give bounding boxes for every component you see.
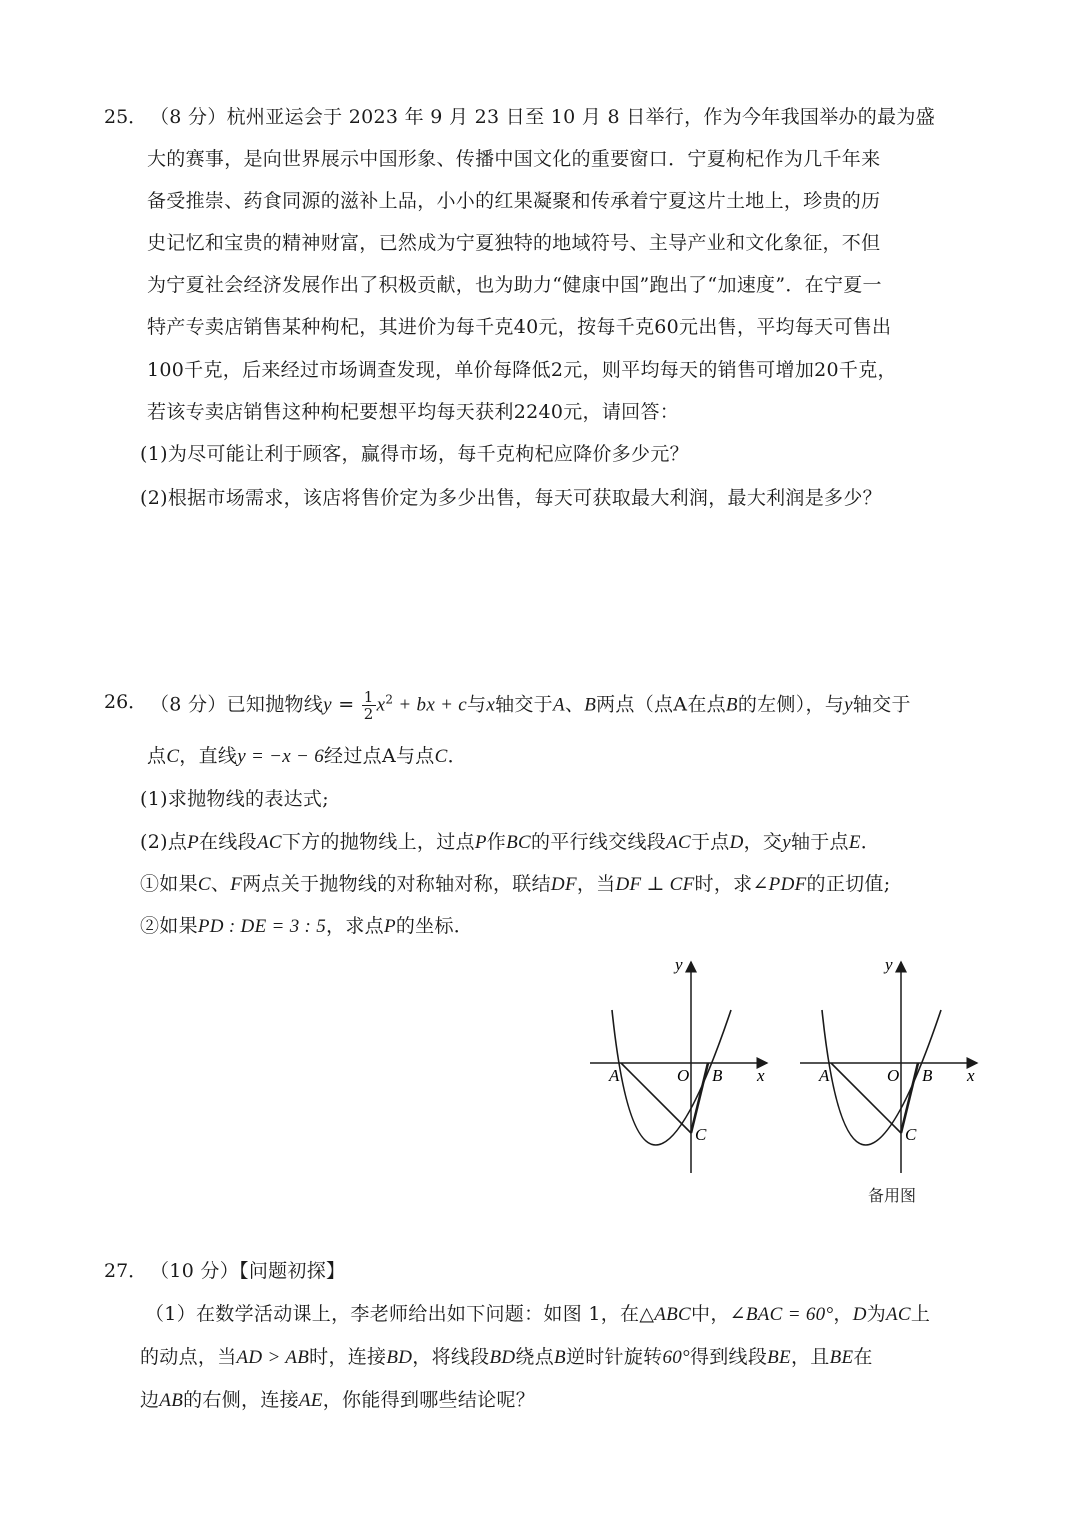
q26-subquestion-1: (1)求抛物线的表达式; — [140, 788, 329, 810]
label-x: x — [757, 1066, 765, 1085]
q25-line-1: （8 分）杭州亚运会于 2023 年 9 月 23 日至 10 月 8 日举行，作为今年我国举办的最为盛 — [150, 106, 936, 128]
q26-case-1: ①如果C、F两点关于抛物线的对称轴对称，联结DF，当DF ⊥ CF时，求∠PDF的正切值; — [140, 873, 891, 895]
label-b: B — [922, 1066, 933, 1085]
q25-line-5: 为宁夏社会经济发展作出了积极贡献，也为助力“健康中国”跑出了“加速度”．在宁夏一 — [147, 274, 882, 296]
q25-number: 25． — [104, 106, 148, 128]
q25-line-6: 特产专卖店销售某种枸杞，其进价为每千克40元，按每千克60元出售，平均每天可售出 — [147, 316, 892, 338]
label-o: O — [677, 1066, 690, 1085]
q25-subquestion-1: (1)为尽可能让利于顾客，赢得市场，每千克枸杞应降价多少元？ — [140, 443, 689, 465]
spare-parabola-figure — [795, 950, 995, 1180]
q26-number: 26． — [104, 691, 148, 713]
q25-subquestion-2: (2)根据市场需求，该店将售价定为多少出售，每天可获取最大利润，最大利润是多少？ — [140, 487, 882, 509]
q27-line-2: 的动点，当AD > AB时，连接BD，将线段BD绕点B逆时针旋转60°得到线段BE，且BE在 — [140, 1346, 873, 1368]
label-a: A — [819, 1066, 830, 1085]
label-y: y — [885, 955, 893, 974]
label-y: y — [675, 955, 683, 974]
label-c: C — [905, 1125, 917, 1144]
q25-line-4: 史记忆和宝贵的精神财富，已然成为宁夏独特的地域符号、主导产业和文化象征，不但 — [147, 232, 881, 254]
label-a: A — [609, 1066, 620, 1085]
figure-caption: 备用图 — [868, 1186, 917, 1205]
q27-number: 27． — [104, 1260, 148, 1282]
q26-case-2: ②如果PD : DE = 3 : 5，求点P的坐标． — [140, 915, 474, 937]
q26-subquestion-2: (2)点P在线段AC下方的抛物线上，过点P作BC的平行线交线段AC于点D，交y轴于点E． — [140, 831, 881, 853]
q25-line-7: 100千克，后来经过市场调查发现，单价每降低2元，则平均每天的销售可增加20千克， — [147, 359, 897, 381]
q27-heading: （10 分）【问题初探】 — [150, 1260, 346, 1282]
line-bc — [691, 1063, 708, 1133]
label-x: x — [967, 1066, 975, 1085]
label-c: C — [695, 1125, 707, 1144]
parabola-figure — [585, 950, 785, 1180]
one-half-fraction: $\frac{1}{2}$ — [363, 688, 374, 723]
q27-line-1: （1）在数学活动课上，李老师给出如下问题：如图 1，在△ABC中，∠BAC = 60°，D为AC上 — [145, 1303, 931, 1325]
q25-line-8: 若该专卖店销售这种枸杞要想平均每天获利2240元，请回答： — [147, 401, 680, 423]
q25-line-3: 备受推崇、药食同源的滋补上品，小小的红果凝聚和传承着宁夏这片土地上，珍贵的历 — [147, 190, 881, 212]
q25-line-2: 大的赛事，是向世界展示中国形象、传播中国文化的重要窗口．宁夏枸杞作为几千年来 — [147, 148, 881, 170]
label-b: B — [712, 1066, 723, 1085]
q26-line-2: 点C，直线y = −x − 6经过点A与点C． — [147, 745, 467, 767]
q27-line-3: 边AB的右侧，连接AE，你能得到哪些结论呢？ — [140, 1389, 536, 1411]
line-bc — [901, 1063, 918, 1133]
label-o: O — [887, 1066, 900, 1085]
q26-line-1: （8 分）已知抛物线y = $\frac{1}{2}$ $x^2$ + bx + c与x轴交于A、B两点（点A在点B的左侧），与y轴交于 — [150, 688, 911, 723]
